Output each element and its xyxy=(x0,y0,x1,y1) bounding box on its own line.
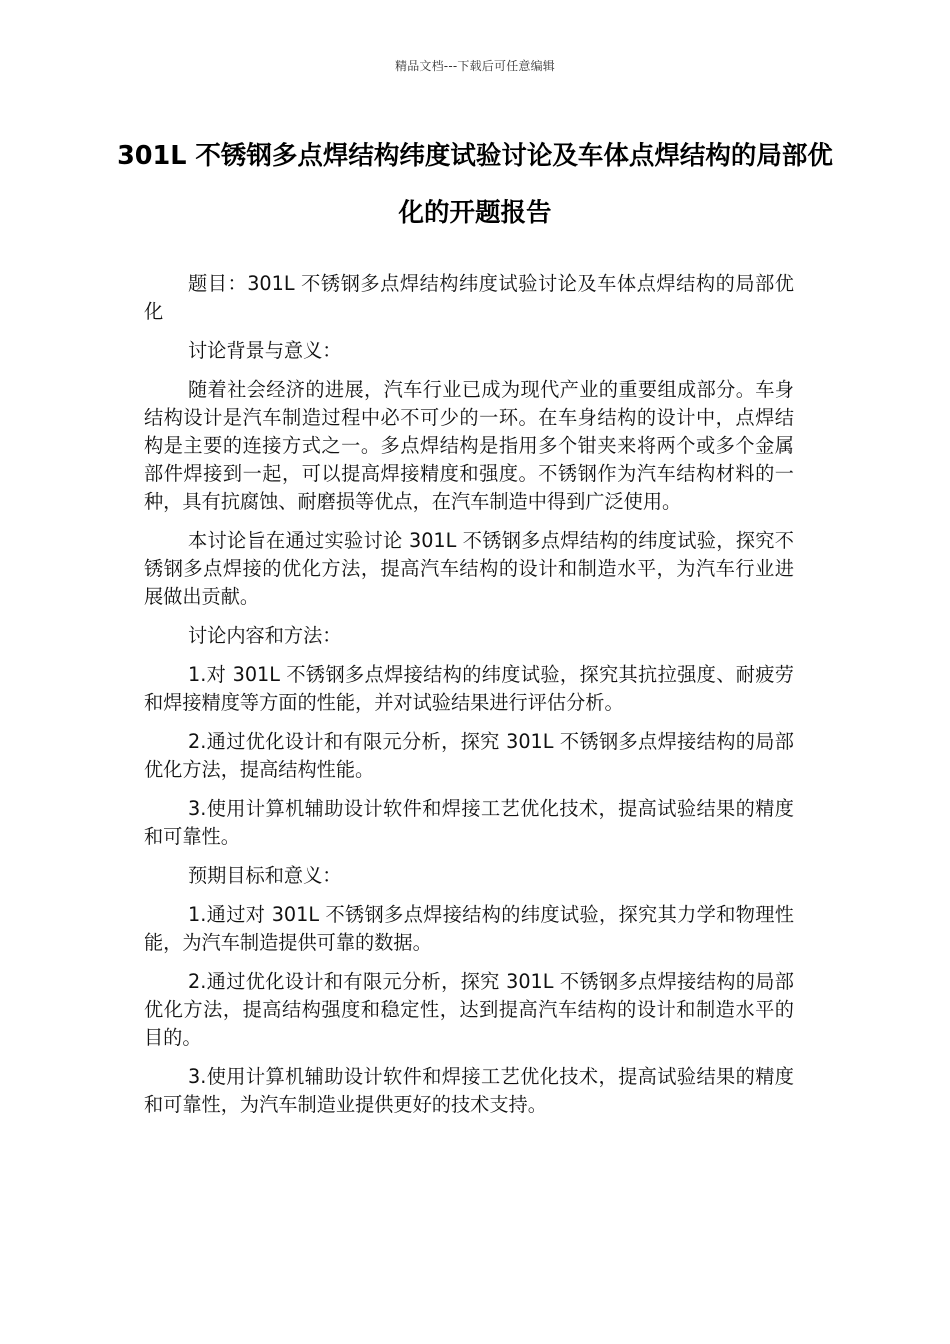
list-item-method-3: 3.使用计算机辅助设计软件和焊接工艺优化技术，提高试验结果的精度和可靠性。 xyxy=(144,797,794,848)
list-item-goal-3: 3.使用计算机辅助设计软件和焊接工艺优化技术，提高试验结果的精度和可靠性，为汽车制造业提供更好的技术支持。 xyxy=(144,1065,794,1116)
section-heading-goals: 预期目标和意义： xyxy=(188,864,342,887)
list-item-goal-2: 2.通过优化设计和有限元分析，探究 301L 不锈钢多点焊接结构的局部优化方法，提高结构强度和稳定性，达到提高汽车结构的设计和制造水平的目的。 xyxy=(144,970,794,1049)
header-note: 精品文档---下载后可任意编辑 xyxy=(395,59,555,73)
list-item-method-2: 2.通过优化设计和有限元分析，探究 301L 不锈钢多点焊接结构的局部优化方法，提高结构性能。 xyxy=(144,730,794,781)
list-item-method-1: 1.对 301L 不锈钢多点焊接结构的纬度试验，探究其抗拉强度、耐疲劳和焊接精度等方面的性能，并对试验结果进行评估分析。 xyxy=(144,663,794,714)
section-heading-methods: 讨论内容和方法： xyxy=(188,624,342,647)
document-title: 301L 不锈钢多点焊结构纬度试验讨论及车体点焊结构的局部优化的开题报告 xyxy=(117,141,833,228)
list-item-goal-1: 1.通过对 301L 不锈钢多点焊接结构的纬度试验，探究其力学和物理性能，为汽车制造提供可靠的数据。 xyxy=(144,903,794,954)
paragraph-purpose: 本讨论旨在通过实验讨论 301L 不锈钢多点焊结构的纬度试验，探究不锈钢多点焊接的优化方法，提高汽车结构的设计和制造水平，为汽车行业进展做出贡献。 xyxy=(144,529,794,608)
document-body xyxy=(144,270,794,1130)
paragraph-topic: 题目：301L 不锈钢多点焊结构纬度试验讨论及车体点焊结构的局部优化 xyxy=(144,272,794,323)
paragraph-background: 随着社会经济的进展，汽车行业已成为现代产业的重要组成部分。车身结构设计是汽车制造过程中必不可少的一环。在车身结构的设计中，点焊结构是主要的连接方式之一。多点焊结构是指用多个钳夹来将两个或多个金属部件焊接到一起，可以提高焊接精度和强度。不锈钢作为汽车结构材料的一种，具有抗腐蚀、耐磨损等优点，在汽车制造中得到广泛使用。 xyxy=(144,378,794,513)
section-heading-background: 讨论背景与意义： xyxy=(188,339,342,362)
